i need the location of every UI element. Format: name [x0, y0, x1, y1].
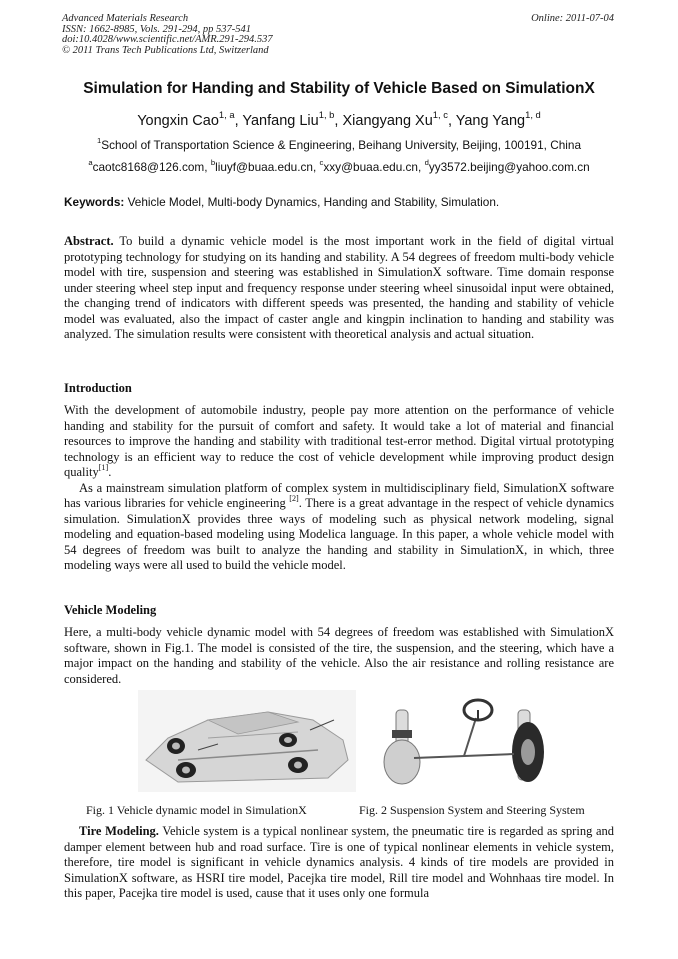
abstract-label: Abstract. [64, 234, 114, 248]
fig1-caption: Fig. 1 Vehicle dynamic model in SimulationX [86, 803, 307, 817]
copyright-line: © 2011 Trans Tech Publications Ltd, Switzerland [62, 44, 269, 56]
issn-line: ISSN: 1662-8985, Vols. 291-294, pp 537-541 [62, 23, 251, 35]
author-name: Yang Yang [455, 113, 526, 129]
intro-paragraph-2 [64, 481, 614, 574]
affiliation-sup: 1 [96, 135, 102, 145]
introduction-heading: Introduction [64, 381, 132, 395]
fig2-caption: Fig. 2 Suspension System and Steering System [359, 803, 585, 817]
author-sup: 1, c [432, 108, 448, 120]
intro-p2-text-cont: . There is a great advantage in the respect of vehicle dynamics simulation. SimulationX provides three ways of modeling such as physical network modeling, signal modeling and equation-based modeling using Modelica language. In this paper, a whole vehicle model with 54 degrees of freedom was built to analyze the handing and stability in SimulationX, in which, three modeling ways were all used to build the vehicle model. [64, 496, 615, 572]
vehicle-model-figure [138, 690, 356, 792]
tire-modeling-text: Vehicle system is a typical nonlinear system, the pneumatic tire is regarded as spring and damper element between hub and road surface. Tire is one of typical nonlinear elements in vehicle system, therefore, tire model is significant in vehicle dynamics analysis. 4 kinds of tire models are provided in SimulationX software, as HSRI tire model, Pacejka tire model, Rill tire model and Wohnhaas tire model. In this paper, Pacejka tire model is used, cause that it uses only one formula [64, 824, 614, 900]
keywords [64, 195, 619, 209]
email-link[interactable]: xxy@buaa.edu.cn [323, 160, 418, 174]
citation[interactable]: [1] [98, 462, 109, 472]
author-sup: 1, b [318, 108, 335, 120]
paper-title: Simulation for Handing and Stability of Vehicle Based on SimulationX [83, 80, 595, 97]
email-sup: a [88, 157, 93, 167]
abstract-text: To build a dynamic vehicle model is the most important work in the field of digital virtual prototyping technology for studying on its handing and stability. A 54 degrees of freedom multi-body vehicle model with tire, suspension and steering was established in SimulationX software. Time domain response under steering wheel step input and frequency response under steering wheel sinusoidal input were obtained, the changing trend of indicators with different speeds was presented, the handing and stability of vehicle model was evaluated, also the impact of caster angle and kingpin inclination to handing and stability was analyzed. The simulation results were consistent with theoretical analysis and actual situation. [64, 234, 614, 341]
author-sup: 1, a [218, 108, 235, 120]
author-name: Xiangyang Xu [342, 113, 433, 129]
keywords-text: Vehicle Model, Multi-body Dynamics, Handing and Stability, Simulation. [127, 195, 500, 209]
doi-line: doi:10.4028/www.scientific.net/AMR.291-294.537 [62, 34, 273, 46]
intro-p1-end: . [108, 465, 112, 479]
citation[interactable]: [2] [289, 493, 299, 503]
author-sup: 1, d [525, 108, 541, 120]
affiliation [40, 135, 638, 152]
vehicle-modeling-body: Here, a multi-body vehicle dynamic model with 54 degrees of freedom was established with SimulationX software, shown in Fig.1. The model is consisted of the tire, the suspension, and the steering, which have a major impact on the handing and stability of the vehicle. Also the air resistance and rolling resistance are considered. [64, 625, 614, 686]
email-sup: d [424, 157, 429, 167]
email-link[interactable]: yy3572.beijing@yahoo.com.cn [428, 160, 590, 174]
affiliation-text: School of Transportation Science & Engineering, Beihang University, Beijing, 100191, China [101, 138, 582, 152]
intro-p2-text: As a mainstream simulation platform of complex system in multidisciplinary field, SimulationX software has various libraries for vehicle engineering [64, 480, 614, 510]
journal-header [62, 14, 273, 56]
author-list: Yongxin Cao$^{1, a}$, Yanfang Liu$^{1, b}$, Xiangyang Xu$^{1, c}$, Yang Yang$^{1, d}$ [137, 108, 541, 129]
intro-paragraph-1 [64, 403, 614, 481]
abstract [64, 234, 614, 343]
introduction-body [64, 403, 614, 574]
keywords-label: Keywords: [64, 195, 125, 209]
intro-p1-text: With the development of automobile industry, people pay more attention on the performance of vehicle handing and stability for the pursuit of comfort and safety. It would take a lot of material and financial resources to improve the handing and stability with traditional test-error method. Digital virtual prototyping technology is an efficient way to reduce the cost of vehicle development while improving product design quality [64, 403, 614, 479]
tire-modeling-body [64, 824, 614, 902]
tire-modeling-label: Tire Modeling. [79, 824, 159, 838]
vehicle-modeling-heading: Vehicle Modeling [64, 603, 157, 617]
online-date: Online: 2011-07-04 [531, 13, 614, 24]
email-sup: c [319, 157, 324, 167]
email-list: $^a$caotc8168@126.com, $^b$liuyf@buaa.edu.cn, $^c$xxy@buaa.edu.cn, $^d$yy3572.beijing@yahoo.com.cn [88, 157, 590, 174]
email-link[interactable]: liuyf@buaa.edu.cn [215, 160, 313, 174]
email-link[interactable]: caotc8168@126.com [92, 160, 205, 174]
email-sup: b [210, 157, 216, 167]
author-name: Yongxin Cao [137, 113, 219, 129]
journal-name: Advanced Materials Research [62, 13, 189, 24]
suspension-steering-figure [378, 690, 550, 792]
author-name: Yanfang Liu [242, 113, 319, 129]
